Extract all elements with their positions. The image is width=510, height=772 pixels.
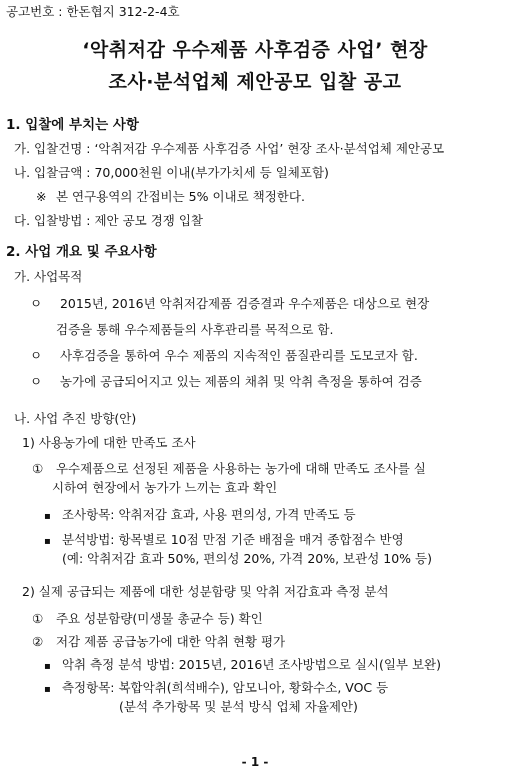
sub-1-bullet-2 [44,532,404,550]
title-line-1: ‘악취저감 우수제품 사후검증 사업’ 현장 [82,39,428,61]
sub-2-bullet-2-note: (분석 추가항목 및 분석 방식 업체 자율제안) [119,699,358,714]
sub-2-bullet-1 [44,657,441,675]
notice-number: 공고번호 : 한돈협지 312-2-4호 [6,4,180,19]
item-text: 입찰방법 : 제안 공모 경쟁 입찰 [33,213,203,228]
square-bullet-icon: ▪ [44,511,51,522]
bullet-text-line: 2015년, 2016년 악취저감제품 검증결과 우수제품은 대상으로 현장 [59,296,430,311]
item-text: 입찰건명 : ‘악취저감 우수제품 사후검증 사업’ 현장 조사·분석업체 제안공모 [33,141,445,156]
sub-2-item-2 [32,634,285,650]
note-mark: ※ [36,189,47,204]
sub-2-item-1 [32,611,263,627]
section-1-item-c [14,213,203,229]
circled-two-icon: ② [32,634,44,649]
bullet-text-line: 농가에 공급되어지고 있는 제품의 채취 및 악취 측정을 통하여 검증 [59,374,422,389]
page-number: - 1 - [241,755,269,769]
square-bullet-icon: ▪ [44,536,51,547]
item-text: 주요 성분함량(미생물 총균수 등) 확인 [55,611,263,626]
section-2-heading: 2. 사업 개요 및 주요사항 [6,244,157,260]
item-text: 입찰금액 : 70,000천원 이내(부가가치세 등 일체포함) [33,165,329,180]
direction-label: 나. 사업 추진 방향(안) [14,411,137,426]
note-text: 본 연구용역의 간접비는 5% 이내로 책정한다. [55,189,305,204]
section-1-note [36,189,305,205]
direction-sub-1-label: 1) 사용농가에 대한 만족도 조사 [22,435,196,450]
purpose-label: 가. 사업목적 [14,269,83,284]
circle-bullet-icon: ㅇ [30,374,43,389]
circled-one-icon: ① [32,461,44,476]
circle-bullet-icon: ㅇ [30,348,43,363]
item-mark: 가. [14,141,31,156]
section-1-heading: 1. 입찰에 부치는 사항 [6,117,139,133]
sub-1-bullet-2-example: (예: 악취저감 효과 50%, 편의성 20%, 가격 20%, 보관성 10% 등) [62,551,432,566]
purpose-bullet-3 [30,374,422,390]
item-text: 저감 제품 공급농가에 대한 악취 현황 평가 [55,634,286,649]
purpose-bullet-1 [30,296,429,312]
sub-2-bullet-2 [44,680,388,698]
square-bullet-icon: ▪ [44,661,51,672]
item-mark: 다. [14,213,31,228]
bullet-text-line: 측정항목: 복합악취(희석배수), 암모니아, 황화수소, VOC 등 [61,680,389,695]
item-mark: 나. [14,165,31,180]
square-bullet-icon: ▪ [44,684,51,695]
bullet-text-line: 악취 측정 분석 방법: 2015년, 2016년 조사방법으로 실시(일부 보완) [61,657,441,672]
purpose-bullet-1-continued: 검증을 통해 우수제품들의 사후관리를 목적으로 함. [56,322,334,337]
bullet-text-line: 조사항목: 악취저감 효과, 사용 편의성, 가격 만족도 등 [61,507,356,522]
bullet-text-line: 분석방법: 항목별로 10점 만점 기준 배점을 매겨 종합점수 반영 [61,532,404,547]
purpose-bullet-2 [30,348,418,364]
sub-1-bullet-1 [44,507,356,525]
section-1-item-b [14,165,329,181]
circled-one-icon: ① [32,611,44,626]
sub-1-item-1-continued: 시하여 현장에서 농가가 느끼는 효과 확인 [52,480,278,495]
title-line-2: 조사·분석업체 제안공모 입찰 공고 [108,71,402,93]
circle-bullet-icon: ㅇ [30,296,43,311]
sub-1-item-1 [32,461,426,477]
item-text-line: 우수제품으로 선정된 제품을 사용하는 농가에 대해 만족도 조사를 실 [55,461,426,476]
direction-sub-2-label: 2) 실제 공급되는 제품에 대한 성분함량 및 악취 저감효과 측정 분석 [22,584,389,599]
section-1-item-a [14,141,444,157]
bullet-text-line: 사후검증을 통하여 우수 제품의 지속적인 품질관리를 도모코자 함. [59,348,418,363]
